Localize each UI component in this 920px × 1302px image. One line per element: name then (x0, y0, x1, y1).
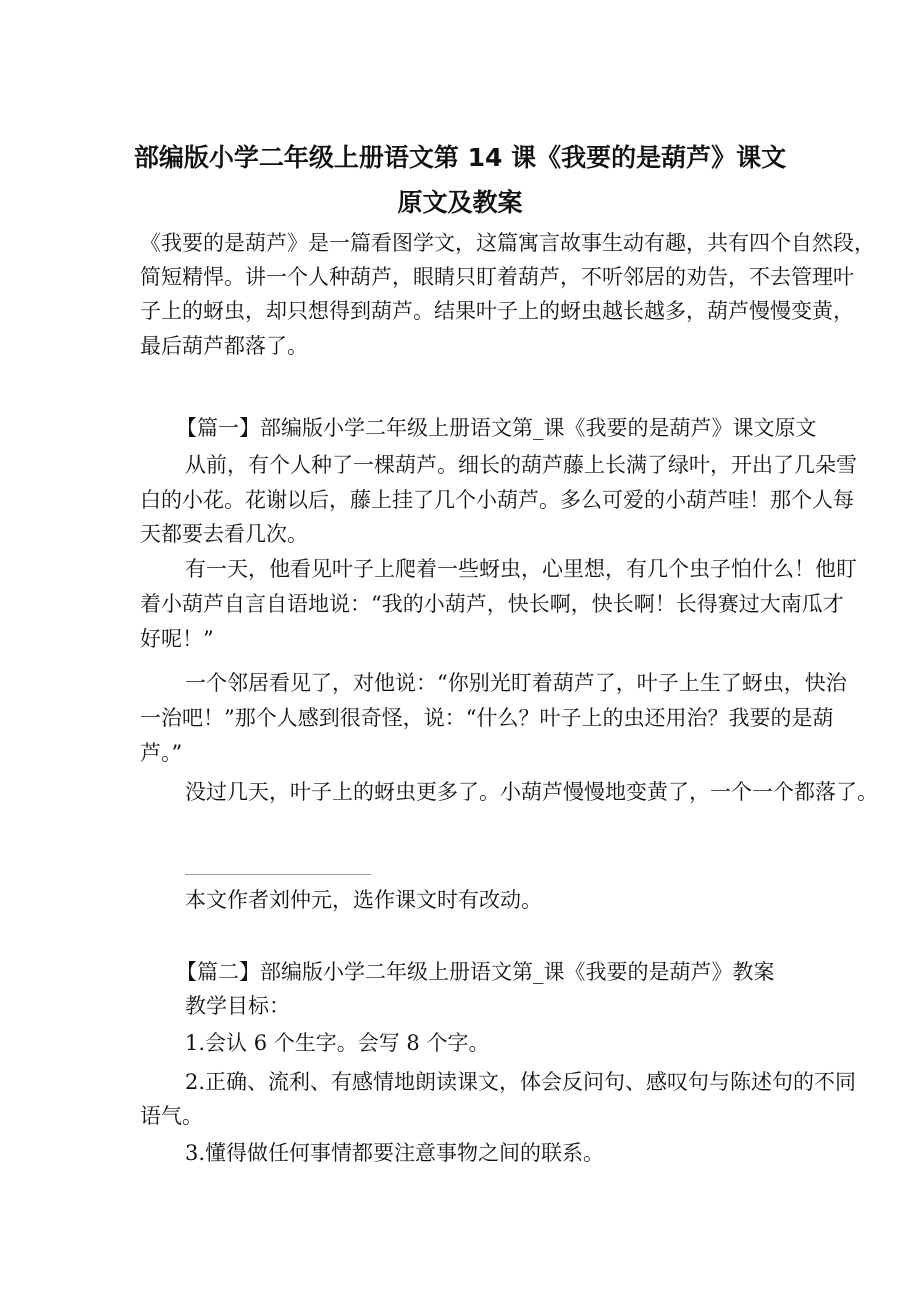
story-line: 白的小花。花谢以后，藤上挂了几个小葫芦。多么可爱的小葫芦哇！那个人每 (140, 488, 854, 512)
part1-heading: 【篇一】部编版小学二年级上册语文第_课《我要的是葫芦》课文原文 (176, 416, 817, 440)
story-line: 从前，有个人种了一棵葫芦。细长的葫芦藤上长满了绿叶，开出了几朵雪 (185, 453, 857, 477)
story-line: 一个邻居看见了，对他说：“你别光盯着葫芦了，叶子上生了蚜虫，快治 (185, 671, 847, 695)
story-line: 一治吧！”那个人感到很奇怪，说：“什么？叶子上的虫还用治？我要的是葫 (140, 706, 834, 730)
story-line: 芦。” (140, 741, 183, 765)
story-line: 没过几天，叶子上的蚜虫更多了。小葫芦慢慢地变黄了，一个一个都落了。 (185, 780, 878, 804)
intro-line: 子上的蚜虫，却只想得到葫芦。结果叶子上的蚜虫越长越多，葫芦慢慢变黄， (140, 299, 854, 323)
intro-line: 《我要的是葫芦》是一篇看图学文，这篇寓言故事生动有趣，共有四个自然段， (140, 231, 875, 255)
document-title-line-2: 原文及教案 (397, 188, 523, 217)
part2-heading: 【篇二】部编版小学二年级上册语文第_课《我要的是葫芦》教案 (176, 960, 775, 984)
lesson-plan-line: 语气。 (140, 1104, 203, 1128)
footnote: 本文作者刘仲元，选作课文时有改动。 (185, 888, 542, 912)
lesson-plan-line: 3.懂得做任何事情都要注意事物之间的联系。 (185, 1141, 605, 1165)
lesson-plan-line: 2.正确、流利、有感情地朗读课文，体会反问句、感叹句与陈述句的不同 (185, 1070, 857, 1094)
story-line: 天都要去看几次。 (140, 522, 308, 546)
intro-line: 简短精悍。讲一个人种葫芦，眼睛只盯着葫芦，不听邻居的劝告，不去管理叶 (140, 265, 854, 289)
footnote-separator (185, 874, 371, 875)
document-title-line-1: 部编版小学二年级上册语文第 14 课《我要的是葫芦》课文 (133, 143, 787, 172)
lesson-plan-line: 1.会认 6 个生字。会写 8 个字。 (185, 1031, 490, 1055)
intro-line: 最后葫芦都落了。 (140, 334, 308, 358)
lesson-plan-line: 教学目标： (185, 994, 290, 1018)
story-line: 好呢！” (140, 627, 214, 651)
story-line: 有一天，他看见叶子上爬着一些蚜虫，心里想，有几个虫子怕什么！他盯 (185, 557, 857, 581)
story-line: 着小葫芦自言自语地说：“我的小葫芦，快长啊，快长啊！长得赛过大南瓜才 (140, 592, 844, 616)
